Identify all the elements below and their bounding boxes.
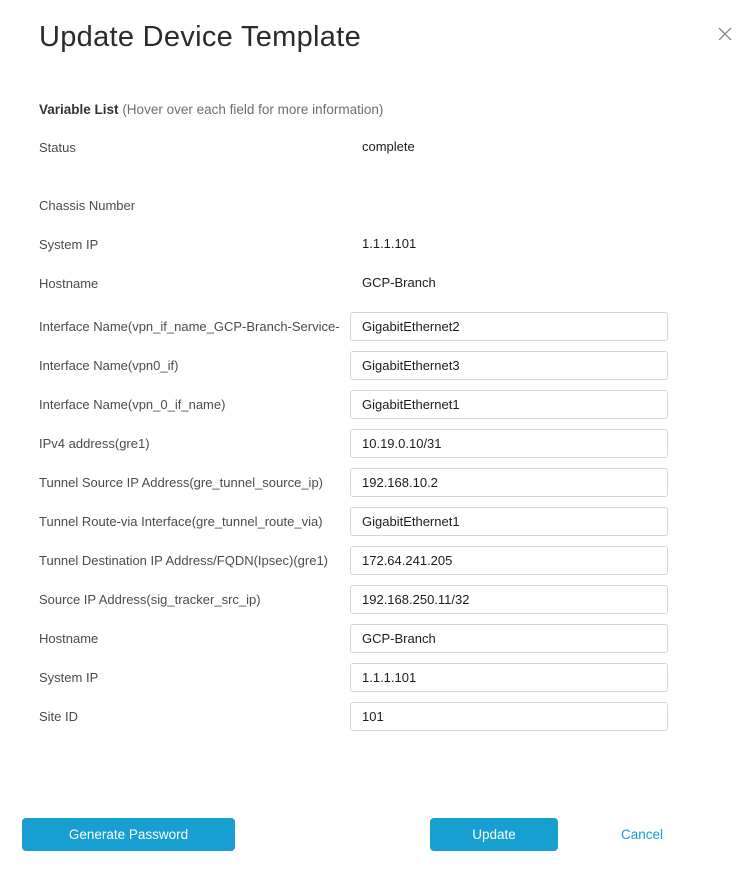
- field-input-gre-tunnel-source-ip[interactable]: [350, 468, 668, 497]
- field-label-status: Status: [39, 139, 76, 155]
- variable-row: [39, 273, 752, 293]
- variable-row: [39, 507, 752, 536]
- field-label-sig-tracker-src-ip: Source IP Address(sig_tracker_src_ip): [39, 592, 261, 607]
- variable-row: [39, 663, 752, 692]
- field-label-gre-tunnel-dest: Tunnel Destination IP Address/FQDN(Ipsec)(gre1): [39, 553, 329, 568]
- field-input-site-id[interactable]: [350, 702, 668, 731]
- variable-row: [39, 468, 752, 497]
- field-value-system-ip-readonly: 1.1.1.101: [362, 236, 417, 251]
- update-device-template-dialog: [0, 20, 752, 885]
- variable-row: [39, 312, 752, 341]
- variable-row: [39, 234, 752, 254]
- field-value-cell: [350, 138, 668, 156]
- dialog-title: Update Device Template: [39, 21, 362, 53]
- field-label-ipv4-address-gre1: IPv4 address(gre1): [39, 436, 150, 451]
- field-input-vpn0-if[interactable]: [350, 351, 668, 380]
- field-label-hostname: Hostname: [39, 631, 99, 646]
- field-value-cell: [350, 624, 668, 653]
- field-value-cell: [350, 429, 668, 458]
- field-label-vpn-0-if-name: Interface Name(vpn_0_if_name): [39, 397, 226, 412]
- field-input-hostname[interactable]: [350, 624, 668, 653]
- field-value-cell: [350, 196, 668, 214]
- field-value-cell: [350, 507, 668, 536]
- variable-list-hint: (Hover over each field for more information): [122, 102, 384, 117]
- field-value-cell: [350, 235, 668, 253]
- variable-list: [39, 137, 752, 731]
- field-input-gre-tunnel-route-via[interactable]: [350, 507, 668, 536]
- field-label-gre-tunnel-route-via: Tunnel Route-via Interface(gre_tunnel_route_via): [39, 514, 323, 529]
- close-button[interactable]: [716, 25, 734, 43]
- variable-list-heading: [39, 101, 752, 118]
- field-label-system-ip: System IP: [39, 670, 99, 685]
- field-value-cell: [350, 702, 668, 731]
- field-value-cell: [350, 663, 668, 692]
- variable-row: [39, 137, 752, 157]
- variable-list-title: Variable List: [39, 102, 119, 117]
- variable-row: [39, 195, 752, 215]
- field-input-system-ip[interactable]: [350, 663, 668, 692]
- variable-row: [39, 390, 752, 419]
- field-value-cell: [350, 585, 668, 614]
- variable-row: [39, 624, 752, 653]
- variable-row: [39, 585, 752, 614]
- field-label-site-id: Site ID: [39, 709, 79, 724]
- field-input-gre-tunnel-dest[interactable]: [350, 546, 668, 575]
- field-label-vpn0-if: Interface Name(vpn0_if): [39, 358, 179, 373]
- field-input-ipv4-address-gre1[interactable]: [350, 429, 668, 458]
- field-value-cell: [350, 468, 668, 497]
- field-value-cell: [350, 546, 668, 575]
- dialog-footer: [0, 818, 752, 851]
- field-label-chassis-number: Chassis Number: [39, 197, 136, 213]
- field-value-cell: [350, 274, 668, 292]
- field-value-cell: [350, 390, 668, 419]
- field-value-status: complete: [362, 139, 415, 154]
- field-value-cell: [350, 351, 668, 380]
- variable-row: [39, 429, 752, 458]
- field-input-vpn-if-name[interactable]: [350, 312, 668, 341]
- field-label-system-ip-readonly: System IP: [39, 236, 99, 252]
- variable-row: [39, 546, 752, 575]
- close-icon: [716, 25, 734, 43]
- field-label-hostname-readonly: Hostname: [39, 275, 99, 291]
- variable-row: [39, 351, 752, 380]
- generate-password-button[interactable]: Generate Password: [22, 818, 235, 851]
- field-value-hostname-readonly: GCP-Branch: [362, 275, 436, 290]
- field-label-vpn-if-name: Interface Name(vpn_if_name_GCP-Branch-Service-: [39, 319, 340, 334]
- cancel-button[interactable]: Cancel: [606, 818, 678, 851]
- field-input-sig-tracker-src-ip[interactable]: [350, 585, 668, 614]
- variable-row: [39, 702, 752, 731]
- field-label-gre-tunnel-source-ip: Tunnel Source IP Address(gre_tunnel_source_ip): [39, 475, 324, 490]
- field-value-cell: [350, 312, 668, 341]
- field-input-vpn-0-if-name[interactable]: [350, 390, 668, 419]
- update-button[interactable]: Update: [430, 818, 558, 851]
